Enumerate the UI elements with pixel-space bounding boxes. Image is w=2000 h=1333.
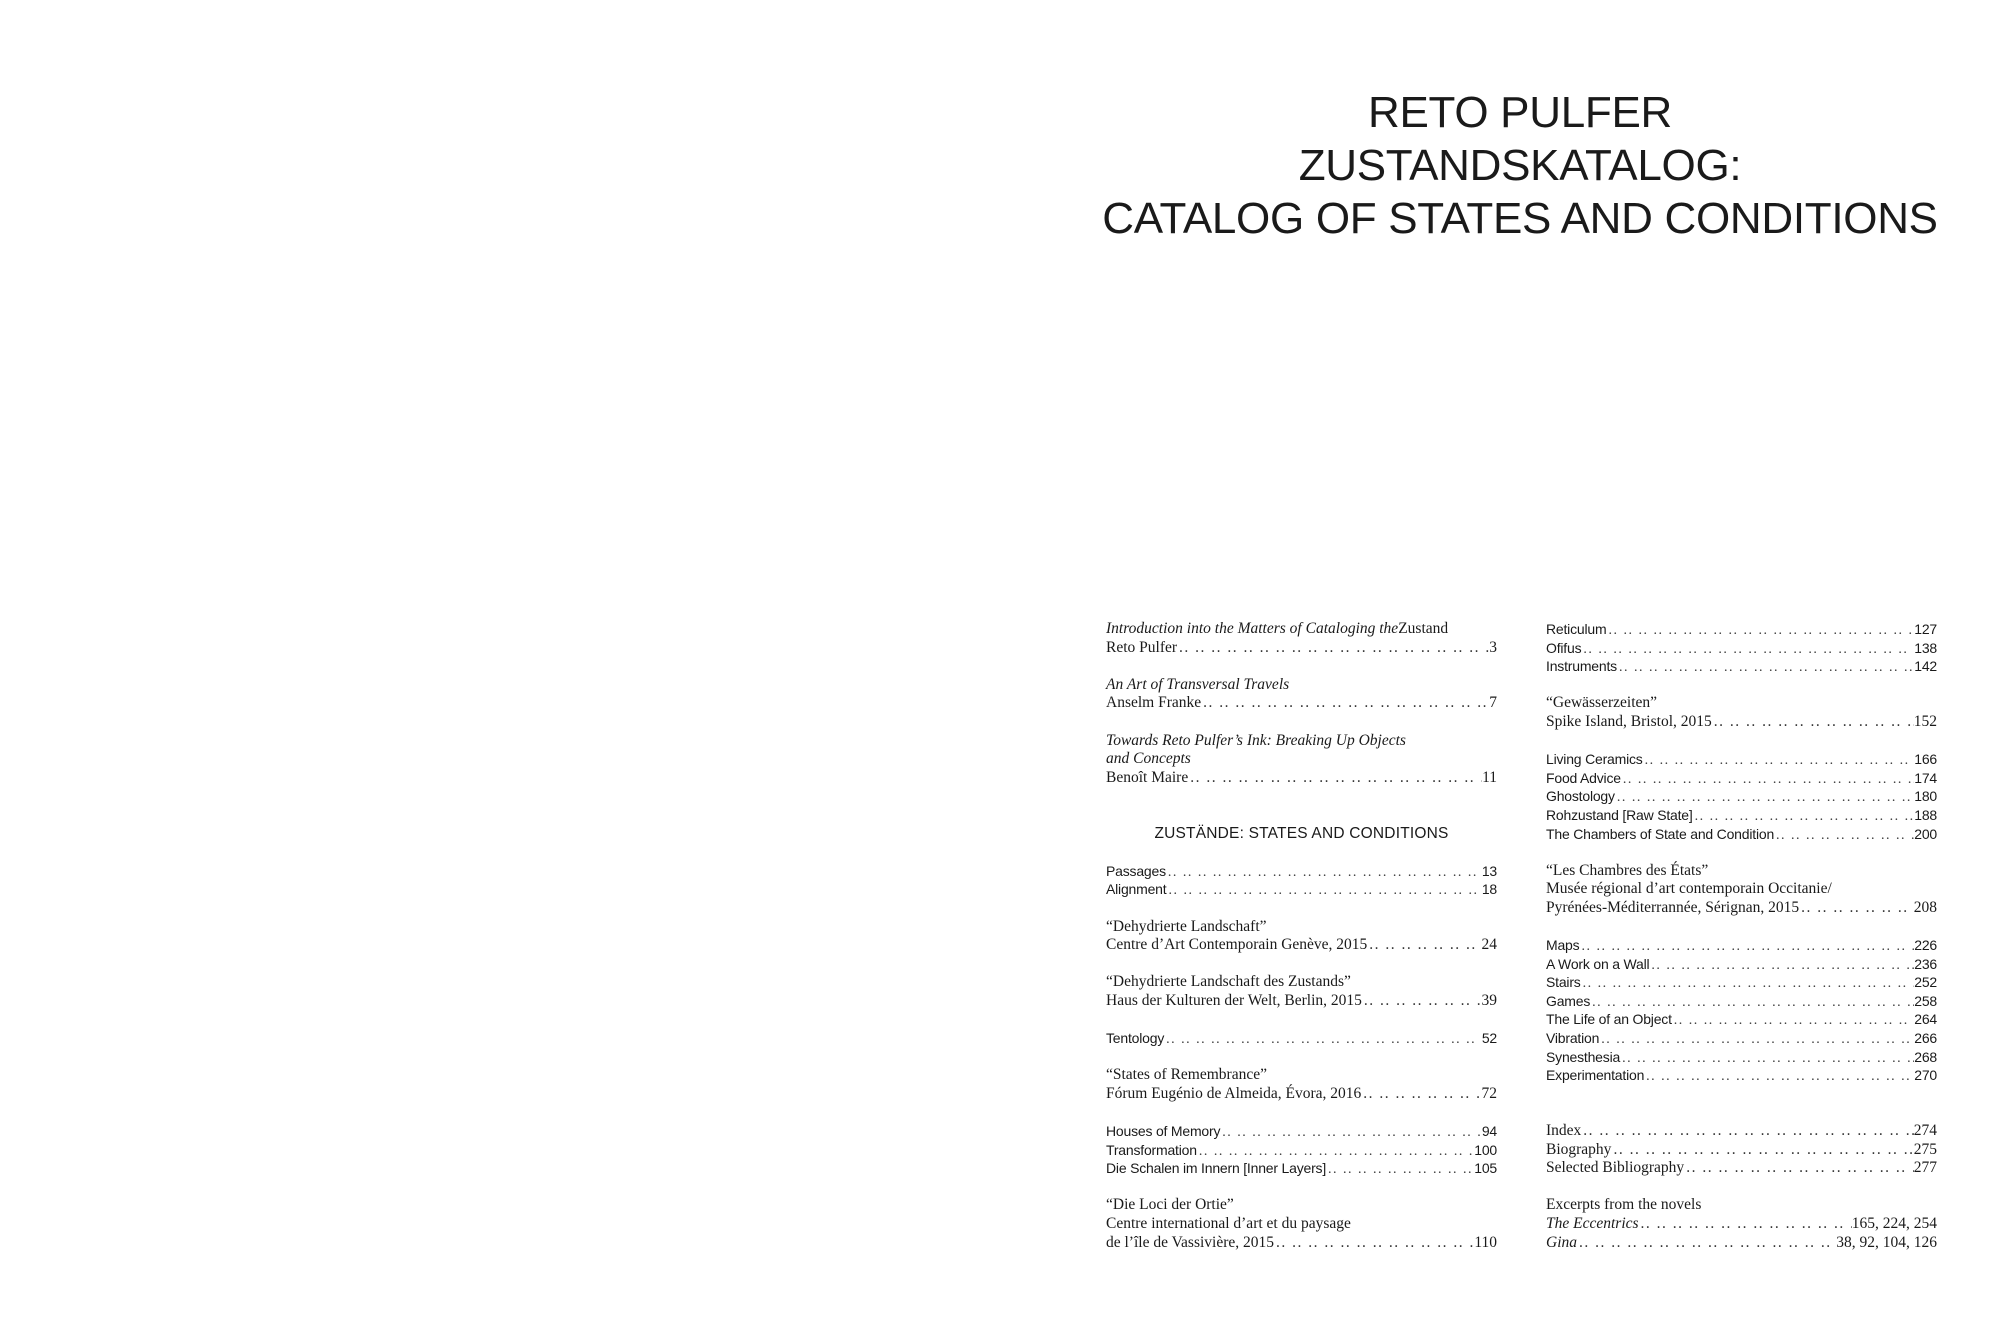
entry-title: An Art of Transversal Travels [1106,675,1290,693]
exhibition-venue: Centre d’Art Contemporain Genève, 2015 [1106,936,1368,954]
entry-title: Ofifus [1546,639,1582,656]
exhibition-title: “Dehydrierte Landschaft” [1106,917,1267,935]
leader-dots [1672,1012,1914,1031]
entry-title: Maps [1546,937,1580,954]
toc-entry[interactable] [1546,936,1937,955]
page-number: 11 [1482,768,1497,786]
exhibition-title: “Die Loci der Ortie” [1106,1196,1234,1214]
book-title [1080,86,1960,245]
leader-dots [1644,1068,1914,1087]
entry-title: Biography [1546,1140,1612,1158]
exhibition-venue: Fórum Eugénio de Almeida, Évora, 2016 [1106,1084,1362,1102]
toc-entry[interactable] [1106,1029,1497,1048]
entry-title: Stairs [1546,974,1581,991]
page-number: 94 [1481,1123,1497,1140]
leader-dots [1611,1141,1913,1160]
toc-entry-title [1106,1196,1497,1215]
entry-title: Die Schalen im Innern [Inner Layers] [1106,1160,1327,1177]
leader-dots [1164,1031,1482,1050]
entry-author: Anselm Franke [1106,694,1202,712]
entry-title: Selected Bibliography [1546,1159,1685,1177]
entry-author: Reto Pulfer [1106,638,1178,656]
page-number: 152 [1913,712,1937,730]
toc-entry[interactable] [1106,694,1497,713]
leader-dots [1617,659,1914,678]
toc-entry[interactable] [1546,1122,1937,1141]
toc-entry[interactable] [1106,992,1497,1011]
exhibition-venue: Centre international d’art et du paysage [1106,1215,1351,1232]
page-number: 277 [1913,1159,1937,1177]
toc-entry[interactable] [1546,639,1937,658]
entry-title: Rohzustand [Raw State] [1546,806,1693,823]
page-number: 142 [1914,658,1937,675]
leader-dots [1188,769,1482,788]
page-number: 3 [1489,638,1497,656]
entry-title: Vibration [1546,1030,1600,1047]
page-number: 270 [1914,1067,1937,1084]
toc-entry[interactable] [1546,1048,1937,1067]
page-number: 264 [1914,1011,1937,1028]
entry-title: Tentology [1106,1030,1165,1047]
title-line-3: CATALOG OF STATES AND CONDITIONS [1102,194,1938,243]
toc-entry[interactable] [1546,825,1937,844]
page-number: 252 [1914,974,1937,991]
page-number: 52 [1481,1030,1497,1047]
page-number: 166 [1914,751,1937,768]
entry-title: The Chambers of State and Condition [1546,825,1775,842]
leader-dots [1799,899,1914,918]
toc-entry-title [1546,1196,1937,1215]
entry-title: Games [1546,992,1591,1009]
toc-entry-title [1546,880,1937,899]
toc-entry[interactable] [1546,787,1937,806]
leader-dots [1166,882,1481,901]
leader-dots [1581,641,1914,660]
leader-dots [1201,694,1489,713]
page-number: 266 [1914,1030,1937,1047]
toc-entry-title [1106,732,1497,751]
leader-dots [1621,771,1914,790]
toc-entry[interactable] [1546,1066,1937,1085]
entry-title: Alignment [1106,881,1167,898]
toc-entry[interactable] [1106,1085,1497,1104]
entry-title: Transformation [1106,1141,1197,1158]
page-number: 174 [1914,769,1937,786]
entry-title: Food Advice [1546,769,1621,786]
novel-title: The Eccentrics [1546,1215,1639,1232]
leader-dots [1362,992,1482,1011]
exhibition-venue: Spike Island, Bristol, 2015 [1546,712,1712,730]
exhibition-title: “States of Remembrance” [1106,1066,1267,1084]
toc-entry[interactable] [1546,973,1937,992]
toc-entry-title [1106,1066,1497,1085]
toc-entry[interactable] [1106,1159,1497,1178]
page-number: 188 [1914,806,1937,823]
toc-entry-title [1106,973,1497,992]
leader-dots [1577,1234,1836,1253]
toc-entry[interactable] [1546,955,1937,974]
leader-dots [1581,1122,1913,1141]
toc-entry[interactable] [1106,880,1497,899]
toc-entry-title [1546,694,1937,713]
entry-title: and Concepts [1106,750,1191,768]
title-line-1: RETO PULFER [1368,88,1672,137]
page-number: 39 [1481,991,1497,1009]
page-number: 110 [1474,1233,1497,1251]
page-number: 7 [1489,694,1497,712]
exhibition-venue: Musée régional d’art contemporain Occitanie/ [1546,880,1832,898]
leader-dots [1712,713,1914,732]
leader-dots [1166,864,1482,883]
toc-entry-title [1106,676,1497,695]
leader-dots [1639,1215,1852,1234]
toc-entry[interactable] [1546,620,1937,639]
entry-title: Experimentation [1546,1067,1645,1084]
toc-entry[interactable] [1546,1010,1937,1029]
page-number: 13 [1481,862,1497,879]
toc-entry[interactable] [1106,936,1497,955]
leader-dots [1620,1050,1914,1069]
entry-title: Index [1546,1122,1582,1140]
page-number: 226 [1914,937,1937,954]
entry-title: Living Ceramics [1546,751,1643,768]
leader-dots [1177,639,1489,658]
toc-entry[interactable] [1546,992,1937,1011]
page-number: 24 [1481,936,1497,954]
exhibition-venue: Pyrénées-Méditerrannée, Sérignan, 2015 [1546,898,1800,916]
toc-entry[interactable] [1546,1234,1937,1253]
toc-entry[interactable] [1106,862,1497,881]
toc-entry-title [1106,918,1497,937]
exhibition-venue: de l’île de Vassivière, 2015 [1106,1233,1275,1251]
leader-dots [1367,936,1481,955]
entry-title: The Life of an Object [1546,1011,1672,1028]
exhibition-title: “Les Chambres des États” [1546,861,1709,879]
leader-dots [1326,1161,1474,1180]
toc-entry[interactable] [1546,1215,1937,1234]
toc-entry-title [1106,750,1497,769]
toc-entry[interactable] [1106,769,1497,788]
leader-dots [1581,975,1915,994]
toc-entry[interactable] [1546,750,1937,769]
exhibition-title: “Dehydrierte Landschaft des Zustands” [1106,973,1351,991]
page-number: 105 [1474,1160,1497,1177]
exhibition-venue: Haus der Kulturen der Welt, Berlin, 2015 [1106,991,1362,1009]
toc-entry-title [1546,862,1937,881]
leader-dots [1684,1159,1914,1178]
page-number: 18 [1481,881,1497,898]
exhibition-title: “Gewässerzeiten” [1546,694,1658,712]
toc-entry-title [1106,1215,1497,1234]
entry-title-italic: Introduction into the Matters of Cataloging the [1106,620,1399,637]
toc-entry[interactable] [1106,1122,1497,1141]
entry-title: Instruments [1546,658,1617,675]
page-number: 200 [1914,825,1937,842]
entry-title: Houses of Memory [1106,1123,1221,1140]
toc-entry[interactable] [1546,806,1937,825]
toc-entry[interactable] [1546,899,1937,918]
page-number: 127 [1914,621,1937,637]
toc-entry[interactable] [1106,1141,1497,1160]
leader-dots [1649,957,1914,976]
toc-entry[interactable] [1546,1141,1937,1160]
page-number: 180 [1914,788,1937,805]
entry-title: A Work on a Wall [1546,955,1650,972]
page-number: 258 [1914,992,1937,1009]
page-number: 72 [1481,1084,1497,1102]
toc-entry[interactable] [1546,769,1937,788]
page-number: 165, 224, 254 [1851,1215,1937,1232]
toc-entry[interactable] [1546,713,1937,732]
leader-dots [1361,1085,1481,1104]
page-number: 274 [1913,1122,1937,1140]
page-number: 38, 92, 104, 126 [1836,1233,1937,1251]
section-heading: ZUSTÄNDE: STATES AND CONDITIONS [1154,824,1449,842]
leader-dots [1774,827,1914,846]
entry-title: Reticulum [1546,621,1607,637]
toc-entry-title [1106,620,1497,639]
leader-dots [1220,1124,1482,1143]
toc-entry[interactable] [1546,1159,1937,1178]
entry-title: Synesthesia [1546,1048,1621,1065]
leader-dots [1606,622,1914,641]
page-number: 208 [1913,898,1937,916]
entry-title: Ghostology [1546,788,1615,805]
leader-dots [1643,752,1915,771]
entry-author: Benoît Maire [1106,768,1189,786]
entry-title: Passages [1106,862,1166,879]
toc-left-column [1106,620,1497,1252]
page-number: 100 [1474,1141,1497,1158]
leader-dots [1274,1234,1474,1253]
excerpts-heading: Excerpts from the novels [1546,1196,1702,1214]
toc-entry[interactable] [1546,1029,1937,1048]
entry-title: Towards Reto Pulfer’s Ink: Breaking Up Objects [1106,731,1406,749]
page-number: 275 [1913,1140,1937,1158]
toc-right-column [1546,620,1937,1252]
entry-title-roman: Zustand [1398,620,1449,637]
toc-entry[interactable] [1546,657,1937,676]
page-number: 236 [1914,955,1937,972]
page-number: 138 [1914,639,1937,656]
toc-entry[interactable] [1106,639,1497,658]
title-line-2: ZUSTANDSKATALOG: [1298,141,1742,190]
novel-title: Gina [1546,1233,1577,1251]
toc-entry[interactable] [1106,1234,1497,1253]
page-number: 268 [1914,1048,1937,1065]
leader-dots [1599,1031,1914,1050]
